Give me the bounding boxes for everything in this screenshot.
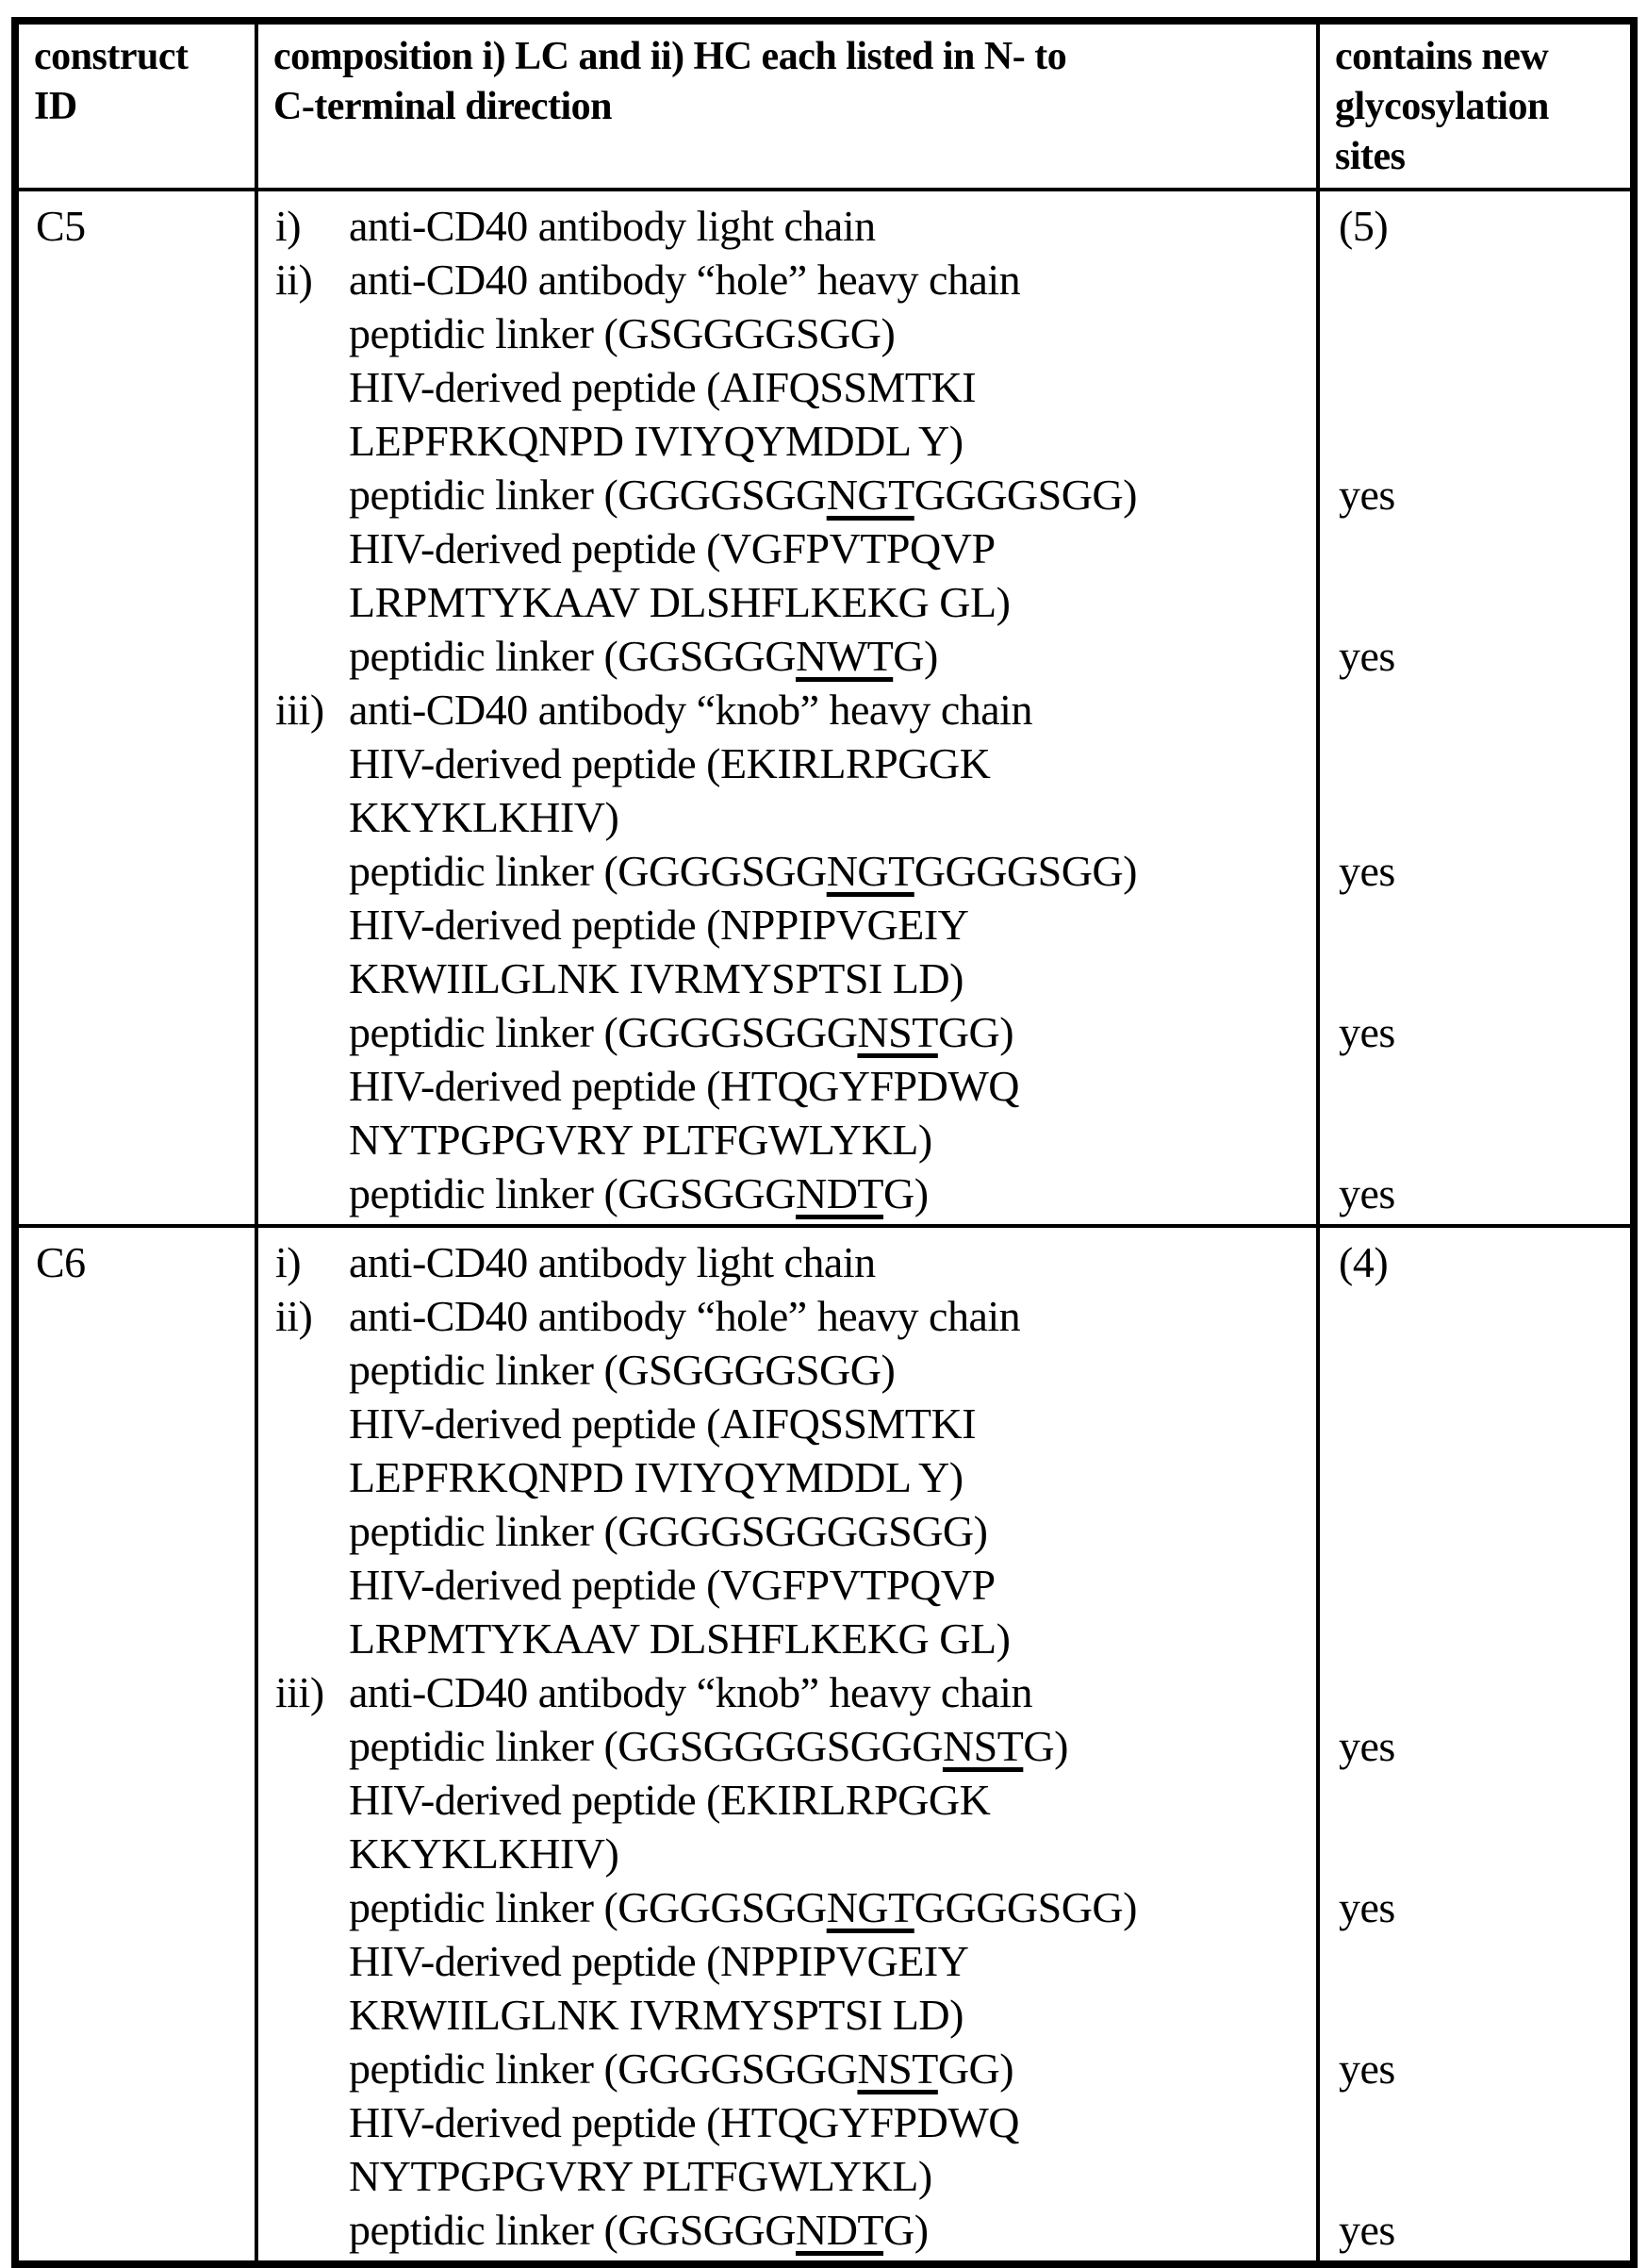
glyco-indicator: yes <box>1339 2206 1395 2254</box>
sequence-segment: peptidic linker (GSGGGGSGG) <box>349 1346 896 1394</box>
sequence-segment: NYTPGPGVRY PLTFGWLYKL) <box>349 2152 932 2200</box>
sequence-segment: peptidic linker (GGGGSGGG <box>349 2045 858 2093</box>
composition-text <box>349 1883 1137 1931</box>
composition-text <box>349 1776 990 1824</box>
glyco-empty-line <box>1339 306 1630 360</box>
composition-text <box>349 363 976 411</box>
sequence-segment: peptidic linker (GGSGGG <box>349 1169 796 1217</box>
col-header-glycosylation-sites: contains new glycosylation sites <box>1318 21 1634 190</box>
composition-text <box>349 524 996 572</box>
sequence-segment: HIV-derived peptide (NPPIPVGEIY <box>349 901 969 949</box>
composition-line <box>275 1113 1316 1167</box>
table-body <box>15 190 1634 2264</box>
glyco-indicator: (4) <box>1339 1238 1389 1286</box>
list-marker: ii) <box>275 256 313 304</box>
composition-line <box>275 1665 1316 1719</box>
glyco-empty-line <box>1339 790 1630 844</box>
composition-line <box>275 1504 1316 1558</box>
glyco-indicator: yes <box>1339 1008 1395 1056</box>
glyco-empty-line <box>1339 2149 1630 2203</box>
sequence-segment: HIV-derived peptide (HTQGYFPDWQ <box>349 1062 1019 1110</box>
sequence-segment: anti-CD40 antibody “knob” heavy chain <box>349 1668 1032 1716</box>
sequence-segment: peptidic linker (GGGGSGG <box>349 1883 827 1931</box>
construct-row <box>15 190 1634 1226</box>
sequence-segment: NYTPGPGVRY PLTFGWLYKL) <box>349 1116 932 1164</box>
composition-text <box>349 686 1032 734</box>
sequence-segment: anti-CD40 antibody “knob” heavy chain <box>349 686 1032 734</box>
composition-text <box>349 256 1020 304</box>
sequence-segment: anti-CD40 antibody light chain <box>349 202 876 250</box>
sequence-segment: G) <box>883 1169 929 1217</box>
composition-line <box>275 1059 1316 1113</box>
glyco-empty-line <box>1339 414 1630 468</box>
construct-id-cell <box>15 1226 256 2264</box>
composition-text <box>349 1399 976 1448</box>
composition-text <box>349 1346 895 1394</box>
composition-line <box>275 575 1316 629</box>
sequence-segment: HIV-derived peptide (EKIRLRPGGK <box>349 739 991 787</box>
glyco-empty-line <box>1339 1934 1630 1988</box>
glyco-indicator: yes <box>1339 1883 1395 1931</box>
composition-line <box>275 1827 1316 1880</box>
composition-line <box>275 952 1316 1005</box>
glycosylation-motif-underlined: NDT <box>795 2206 884 2254</box>
sequence-segment: peptidic linker (GGGGSGG <box>349 847 827 895</box>
glycosylation-cell <box>1318 190 1634 1226</box>
sequence-segment: HIV-derived peptide (EKIRLRPGGK <box>349 1776 991 1824</box>
glyco-empty-line <box>1339 2095 1630 2149</box>
composition-line <box>275 199 1316 253</box>
glyco-empty-line <box>1339 1612 1630 1665</box>
composition-text <box>349 309 895 357</box>
composition-text <box>349 202 876 250</box>
composition-line <box>275 1289 1316 1343</box>
glycosylation-motif-underlined: NST <box>857 2045 938 2093</box>
glyco-empty-line <box>1339 737 1630 790</box>
glycosylation-motif-underlined: NWT <box>795 632 894 680</box>
composition-text <box>349 1561 996 1609</box>
glycosylation-motif-underlined: NGT <box>826 471 914 519</box>
sequence-segment: GGGGSGG) <box>914 471 1137 519</box>
sequence-segment: anti-CD40 antibody “hole” heavy chain <box>349 256 1021 304</box>
sequence-segment: LEPFRKQNPD IVIYQYMDDL Y) <box>349 417 963 465</box>
composition-line <box>275 468 1316 521</box>
glyco-indicator: yes <box>1339 2045 1395 2093</box>
glyco-indicator: (5) <box>1339 202 1389 250</box>
composition-text <box>349 1991 963 2039</box>
glyco-empty-line <box>1339 952 1630 1005</box>
sequence-segment: G) <box>1023 1722 1068 1770</box>
sequence-segment: anti-CD40 antibody light chain <box>349 1238 876 1286</box>
sequence-segment: anti-CD40 antibody “hole” heavy chain <box>349 1292 1021 1340</box>
col-header-construct-id: construct ID <box>15 21 256 190</box>
sequence-segment: LRPMTYKAAV DLSHFLKEKG GL) <box>349 578 1011 626</box>
glyco-empty-line <box>1339 1504 1630 1558</box>
glycosylation-motif-underlined: NST <box>942 1722 1024 1770</box>
list-marker: i) <box>275 202 302 250</box>
sequence-segment: peptidic linker (GGGGSGG <box>349 471 827 519</box>
glyco-indicator: yes <box>1339 847 1395 895</box>
glyco-empty-line <box>1339 898 1630 952</box>
sequence-segment: HIV-derived peptide (NPPIPVGEIY <box>349 1937 969 1985</box>
composition-line <box>275 898 1316 952</box>
composition-text <box>349 471 1137 519</box>
composition-line <box>275 1343 1316 1397</box>
composition-line <box>275 521 1316 575</box>
list-marker: ii) <box>275 1292 313 1340</box>
composition-line <box>275 1773 1316 1827</box>
composition-line <box>275 1880 1316 1934</box>
sequence-segment: GGGGSGG) <box>914 1883 1137 1931</box>
composition-text <box>349 1507 987 1555</box>
composition-line <box>275 414 1316 468</box>
composition-line <box>275 306 1316 360</box>
composition-text <box>349 1668 1032 1716</box>
sequence-segment: peptidic linker (GGGGSGGGGSGG) <box>349 1507 988 1555</box>
composition-text <box>349 1722 1068 1770</box>
glyco-empty-line <box>1339 253 1630 306</box>
composition-line <box>275 1558 1316 1612</box>
composition-line <box>275 253 1316 306</box>
sequence-segment: GGGGSGG) <box>914 847 1137 895</box>
composition-text <box>349 417 963 465</box>
composition-text <box>349 1238 876 1286</box>
col-header-composition: composition i) LC and ii) HC each listed in N- to C-terminal direction <box>256 21 1318 190</box>
composition-line <box>275 1612 1316 1665</box>
sequence-segment: peptidic linker (GGSGGG <box>349 632 796 680</box>
composition-line <box>275 844 1316 898</box>
composition-text <box>349 1116 932 1164</box>
glyco-empty-line <box>1339 1343 1630 1397</box>
glyco-empty-line <box>1339 1113 1630 1167</box>
sequence-segment: GG) <box>937 2045 1014 2093</box>
sequence-segment: LRPMTYKAAV DLSHFLKEKG GL) <box>349 1614 1011 1663</box>
list-marker: iii) <box>275 686 324 734</box>
glycosylation-motif-underlined: NST <box>857 1008 938 1056</box>
composition-text <box>349 1937 968 1985</box>
list-marker: iii) <box>275 1668 324 1716</box>
composition-line <box>275 1397 1316 1450</box>
sequence-segment: KRWIILGLNK IVRMYSPTSI LD) <box>349 1991 963 2039</box>
construct-id: C5 <box>36 202 86 250</box>
composition-text <box>349 1292 1020 1340</box>
composition-text <box>349 901 968 949</box>
composition-text <box>349 1008 1013 1056</box>
sequence-segment: HIV-derived peptide (AIFQSSMTKI <box>349 363 977 411</box>
composition-text <box>349 632 938 680</box>
sequence-segment: HIV-derived peptide (VGFPVTPQVP <box>349 524 996 572</box>
composition-line <box>275 360 1316 414</box>
construct-id-cell <box>15 190 256 1226</box>
glyco-empty-line <box>1339 575 1630 629</box>
composition-text <box>349 1614 1010 1663</box>
sequence-segment: G) <box>883 2206 929 2254</box>
composition-text <box>349 954 963 1002</box>
sequence-segment: peptidic linker (GGGGSGGG <box>349 1008 858 1056</box>
glyco-empty-line <box>1339 1558 1630 1612</box>
composition-line <box>275 629 1316 683</box>
composition-line <box>275 1005 1316 1059</box>
glyco-indicator: yes <box>1339 471 1395 519</box>
glyco-empty-line <box>1339 1827 1630 1880</box>
glyco-empty-line <box>1339 521 1630 575</box>
sequence-segment: peptidic linker (GSGGGGSGG) <box>349 309 896 357</box>
sequence-segment: G) <box>893 632 938 680</box>
glycosylation-cell <box>1318 1226 1634 2264</box>
table-header-row <box>15 21 1634 190</box>
glyco-empty-line <box>1339 360 1630 414</box>
composition-text <box>349 2206 929 2254</box>
composition-line <box>275 2095 1316 2149</box>
construct-table <box>11 17 1638 2268</box>
glyco-indicator: yes <box>1339 1722 1395 1770</box>
glyco-empty-line <box>1339 1059 1630 1113</box>
composition-text <box>349 2098 1019 2146</box>
glycosylation-motif-underlined: NGT <box>826 1883 914 1931</box>
composition-text <box>349 793 618 841</box>
sequence-segment: peptidic linker (GGSGGG <box>349 2206 796 2254</box>
construct-id: C6 <box>36 1238 86 1286</box>
glyco-empty-line <box>1339 1773 1630 1827</box>
composition-line <box>275 683 1316 737</box>
glycosylation-motif-underlined: NGT <box>826 847 914 895</box>
composition-line <box>275 2203 1316 2257</box>
sequence-segment: HIV-derived peptide (VGFPVTPQVP <box>349 1561 996 1609</box>
composition-text <box>349 578 1010 626</box>
glyco-empty-line <box>1339 1289 1630 1343</box>
composition-line <box>275 1988 1316 2042</box>
sequence-segment: peptidic linker (GGSGGGGSGGG <box>349 1722 943 1770</box>
composition-cell <box>256 190 1318 1226</box>
composition-text <box>349 1453 963 1501</box>
composition-text <box>349 1829 618 1878</box>
sequence-segment: GG) <box>937 1008 1014 1056</box>
composition-text <box>349 739 990 787</box>
composition-line <box>275 1934 1316 1988</box>
sequence-segment: LEPFRKQNPD IVIYQYMDDL Y) <box>349 1453 963 1501</box>
composition-text <box>349 2045 1013 2093</box>
glyco-empty-line <box>1339 1450 1630 1504</box>
composition-line <box>275 2042 1316 2095</box>
sequence-segment: KKYKLKHIV) <box>349 1829 619 1878</box>
glycosylation-motif-underlined: NDT <box>795 1169 884 1217</box>
glyco-empty-line <box>1339 1988 1630 2042</box>
sequence-segment: KRWIILGLNK IVRMYSPTSI LD) <box>349 954 963 1002</box>
composition-line <box>275 1719 1316 1773</box>
composition-line <box>275 1235 1316 1289</box>
composition-line <box>275 2149 1316 2203</box>
composition-text <box>349 2152 932 2200</box>
sequence-segment: HIV-derived peptide (AIFQSSMTKI <box>349 1399 977 1448</box>
list-marker: i) <box>275 1238 302 1286</box>
composition-text <box>349 1169 929 1217</box>
glyco-indicator: yes <box>1339 1169 1395 1217</box>
composition-line <box>275 790 1316 844</box>
glyco-empty-line <box>1339 683 1630 737</box>
composition-line <box>275 737 1316 790</box>
composition-text <box>349 847 1137 895</box>
composition-cell <box>256 1226 1318 2264</box>
composition-line <box>275 1167 1316 1220</box>
composition-text <box>349 1062 1019 1110</box>
sequence-segment: HIV-derived peptide (HTQGYFPDWQ <box>349 2098 1019 2146</box>
composition-line <box>275 1450 1316 1504</box>
glyco-indicator: yes <box>1339 632 1395 680</box>
construct-row <box>15 1226 1634 2264</box>
sequence-segment: KKYKLKHIV) <box>349 793 619 841</box>
glyco-empty-line <box>1339 1665 1630 1719</box>
glyco-empty-line <box>1339 1397 1630 1450</box>
